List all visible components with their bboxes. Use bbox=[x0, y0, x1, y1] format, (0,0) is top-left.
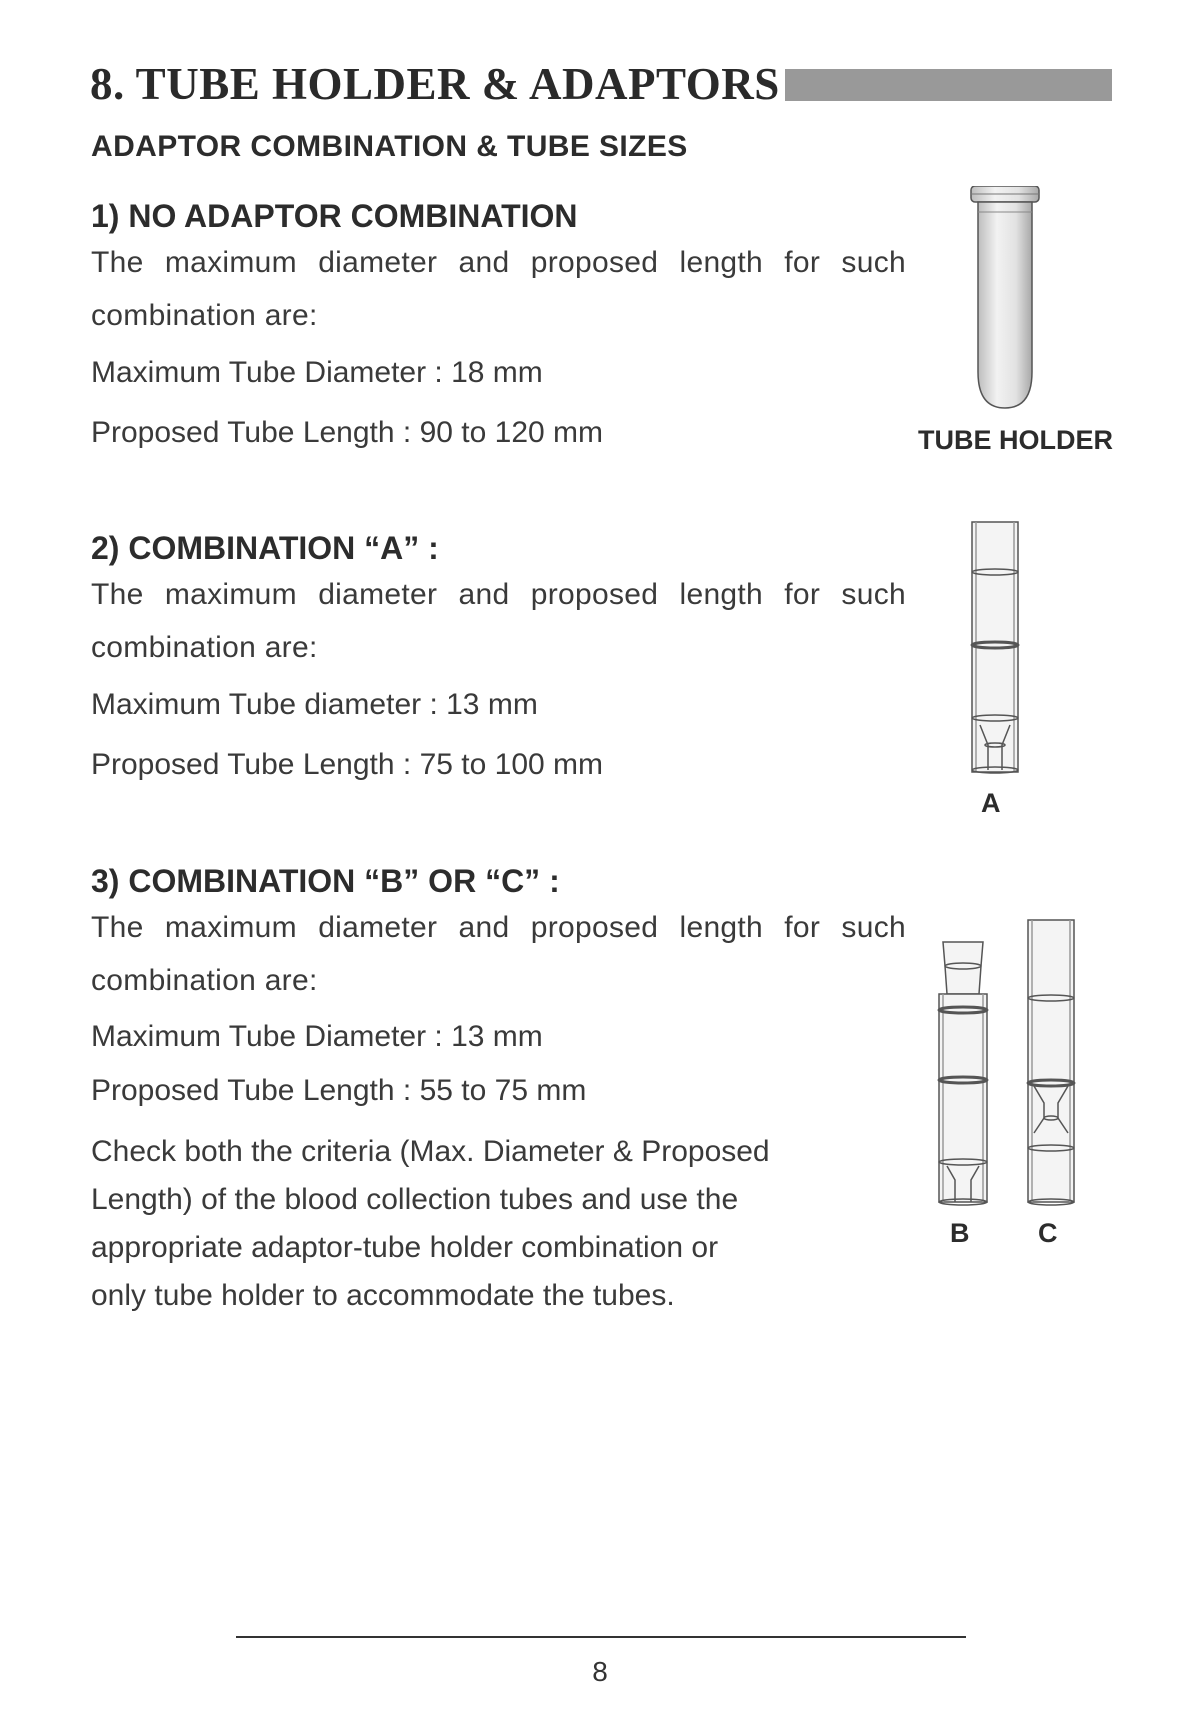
title-decorative-bar bbox=[785, 69, 1112, 101]
note-line: Check both the criteria (Max. Diameter & Proposed bbox=[91, 1135, 770, 1168]
tube-holder-illustration bbox=[965, 186, 1065, 416]
adaptor-c-label: C bbox=[1038, 1218, 1058, 1248]
tube-length-text: Proposed Tube Length : 55 to 75 mm bbox=[91, 1074, 587, 1107]
adaptor-a-illustration bbox=[960, 520, 1030, 780]
section-subtitle: ADAPTOR COMBINATION & TUBE SIZES bbox=[91, 130, 688, 163]
tube-holder-label: TUBE HOLDER bbox=[918, 425, 1113, 455]
max-diameter-text: Maximum Tube diameter : 13 mm bbox=[91, 688, 538, 721]
tube-length-text: Proposed Tube Length : 90 to 120 mm bbox=[91, 416, 604, 449]
note-line: Length) of the blood collection tubes and use the bbox=[91, 1183, 739, 1216]
page-title: 8. TUBE HOLDER & ADAPTORS bbox=[90, 59, 780, 109]
adaptor-a-label: A bbox=[981, 788, 1001, 818]
section-intro: The maximum diameter and proposed length for such combination are: bbox=[91, 578, 906, 664]
tube-length-text: Proposed Tube Length : 75 to 100 mm bbox=[91, 748, 604, 781]
max-diameter-text: Maximum Tube Diameter : 13 mm bbox=[91, 1020, 543, 1053]
footer-divider bbox=[236, 1636, 966, 1638]
section-heading: 1) NO ADAPTOR COMBINATION bbox=[91, 198, 578, 234]
page-number: 8 bbox=[592, 1656, 608, 1687]
adaptor-b-label: B bbox=[950, 1218, 970, 1248]
section-heading: 3) COMBINATION “B” OR “C” : bbox=[91, 863, 560, 899]
note-line: only tube holder to accommodate the tubes. bbox=[91, 1279, 675, 1312]
section-intro: The maximum diameter and proposed length for such combination are: bbox=[91, 911, 906, 997]
adaptor-b-illustration bbox=[935, 940, 995, 1210]
section-heading: 2) COMBINATION “A” : bbox=[91, 530, 439, 566]
section-intro: The maximum diameter and proposed length for such combination are: bbox=[91, 246, 906, 332]
usage-note bbox=[91, 1128, 851, 1320]
note-line: appropriate adaptor-tube holder combination or bbox=[91, 1231, 719, 1264]
max-diameter-text: Maximum Tube Diameter : 18 mm bbox=[91, 356, 543, 389]
adaptor-c-illustration bbox=[1022, 918, 1082, 1210]
